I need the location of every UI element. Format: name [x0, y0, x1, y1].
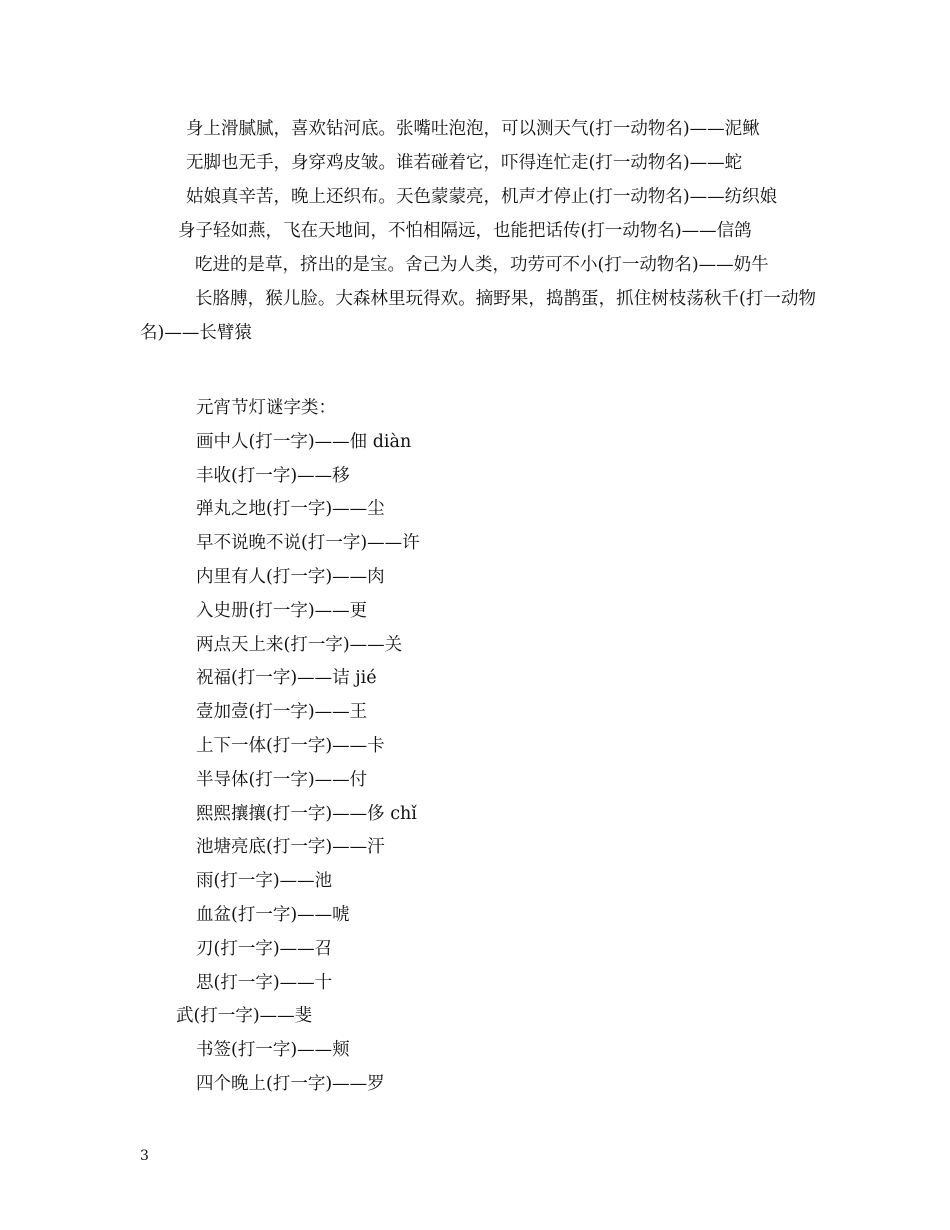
list-item: 刃(打一字)——召	[196, 938, 333, 959]
list-item: 画中人(打一字)——佃 diàn	[196, 431, 412, 452]
list-item: 早不说晚不说(打一字)——许	[196, 533, 420, 554]
list-item: 书签(打一字)——颊	[196, 1040, 350, 1061]
riddle-paragraph: 长胳膊，猴儿脸。大森林里玩得欢。摘野果，捣鹊蛋，抓住树枝荡秋千(打一动物名)——长臂猿	[140, 289, 816, 343]
section-title: 元宵节灯谜字类：	[196, 398, 336, 418]
animal-riddles	[140, 112, 816, 350]
list-item: 祝福(打一字)——诘 jié	[196, 668, 377, 689]
list-item: 两点天上来(打一字)——关	[196, 634, 403, 655]
riddle-paragraph: 姑娘真辛苦，晚上还织布。天色蒙蒙亮，机声才停止(打一动物名)——纺织娘	[186, 187, 778, 207]
riddle-paragraph: 身子轻如燕，飞在天地间，不怕相隔远，也能把话传(打一动物名)——信鸽	[178, 221, 752, 241]
list-item: 池塘亮底(打一字)——汗	[196, 837, 385, 858]
list-item: 弹丸之地(打一字)——尘	[196, 499, 385, 520]
riddle-paragraph: 吃进的是草，挤出的是宝。舍己为人类，功劳可不小(打一动物名)——奶牛	[195, 255, 769, 275]
list-item: 四个晚上(打一字)——罗	[196, 1073, 385, 1094]
list-item: 内里有人(打一字)——肉	[196, 566, 385, 587]
list-item: 思(打一字)——十	[196, 972, 333, 993]
list-item: 雨(打一字)——池	[196, 871, 333, 892]
riddle-paragraph: 无脚也无手，身穿鸡皮皱。谁若碰着它，吓得连忙走(打一动物名)——蛇	[186, 153, 743, 173]
list-item: 入史册(打一字)——更	[196, 600, 368, 621]
list-item: 丰收(打一字)——移	[196, 465, 350, 486]
page-number: 3	[140, 1148, 149, 1164]
character-riddle-list	[140, 392, 816, 1102]
list-item: 半导体(打一字)——付	[196, 769, 368, 790]
riddle-paragraph: 身上滑腻腻，喜欢钻河底。张嘴吐泡泡，可以测天气(打一动物名)——泥鳅	[186, 119, 760, 139]
list-item: 熙熙攘攘(打一字)——侈 chǐ	[196, 803, 417, 824]
list-item: 武(打一字)——斐	[176, 1006, 313, 1027]
list-item: 上下一体(打一字)——卡	[196, 735, 385, 756]
list-item: 壹加壹(打一字)——王	[196, 702, 368, 723]
list-item: 血盆(打一字)——唬	[196, 904, 350, 925]
